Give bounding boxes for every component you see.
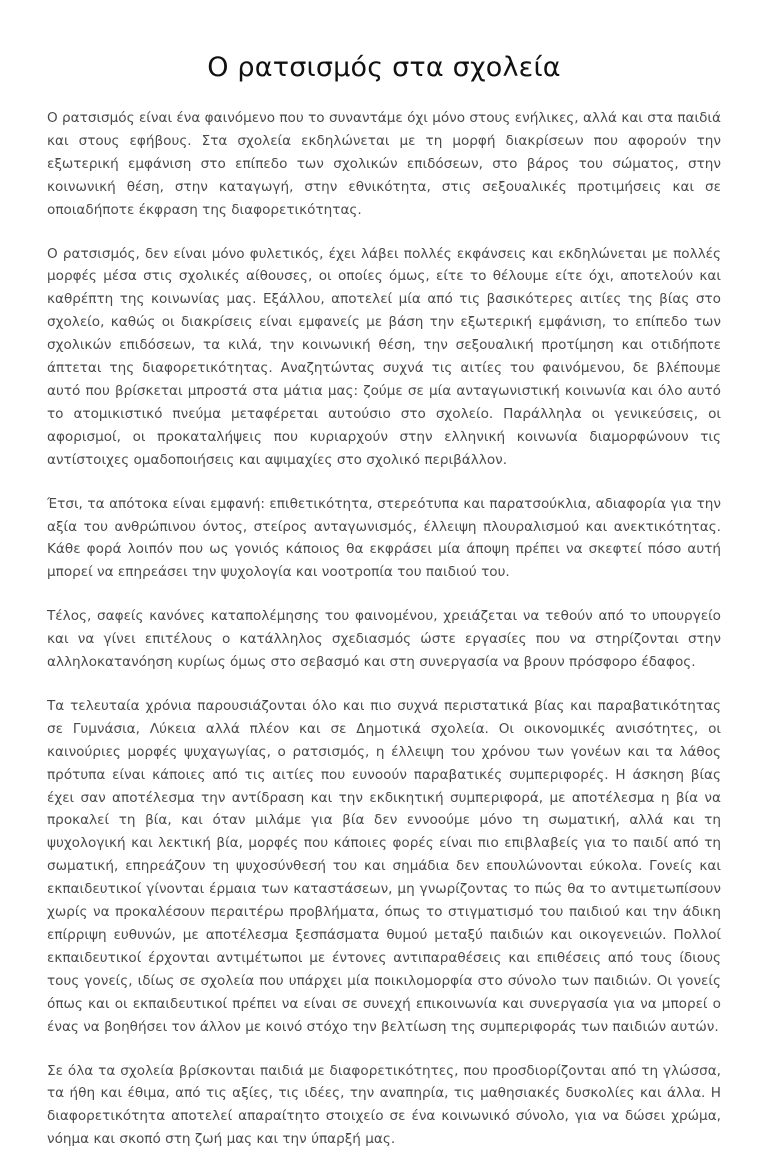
paragraph-3: Έτσι, τα απότοκα είναι εμφανή: επιθετικότητα, στερεότυπα και παρατσούκλια, αδιαφορία για την αξία του ανθρώπινου όντος, στείρος ανταγωνισμός, έλλειψη πλουραλισμού και ανεκτικότητας. Κάθε φορά λοιπόν που ως γονιός κάποιος θα εκφράσει μία άποψη πρέπει να σκεφτεί πόσο αυτή μπορεί να επηρεάσει την ψυχολογία και νοοτροπία του παιδιού του. bbox=[47, 495, 721, 581]
paragraph-5: Τα τελευταία χρόνια παρουσιάζονται όλο και πιο συχνά περιστατικά βίας και παραβατικότητας σε Γυμνάσια, Λύκεια αλλά πλέον και σε Δημοτικά σχολεία. Οι οικονομικές ανισότητες, οι καινούριες μορφές ψυχαγωγίας, ο ρατσισμός, η έλλειψη του χρόνου των γονέων και τα λάθος πρότυπα είναι κάποιες από τις αιτίες που ευνοούν παραβατικές συμπεριφορές. Η άσκηση βίας έχει σαν αποτέλεσμα την αντίδραση και την εκδικητική συμπεριφορά, με αποτέλεσμα η βία να προκαλεί τη βία, και όταν μιλάμε για βία δεν εννοούμε μόνο τη σωματική, αλλά και τη ψυχολογική και λεκτική βία, μορφές που κάποιες φορές είναι πιο επιβλαβείς για το παιδί από τη σωματική, επηρεάζουν τη ψυχοσύνθεσή του και σημάδια δεν επουλώνονται εύκολα. Γονείς και εκπαιδευτικοί γίνονται έρμαια των καταστάσεων, μη γνωρίζοντας το πώς θα το αντιμετωπίσουν χωρίς να προκαλέσουν περαιτέρω προβλήματα, όπως το στιγματισμό του παιδιού και την άδικη επίρριψη ευθυνών, με αποτέλεσμα ξεσπάσματα θυμού μεταξύ παιδιών και οικογενειών. Πολλοί εκπαιδευτικοί έρχονται αντιμέτωποι με έντονες αντιπαραθέσεις και επιθέσεις από τους ίδιους τους γονείς, ιδίως σε σχολεία που υπάρχει μία ποικιλομορφία στο σύνολο των παιδιών. Οι γονείς όπως και οι εκπαιδευτικοί πρέπει να είναι σε συνεχή επικοινωνία και συνεργασία για να μπορεί ο ένας να βοηθήσει τον άλλον με κοινό στόχο την βελτίωση της συμπεριφοράς των παιδιών αυτών. bbox=[47, 697, 721, 1035]
document-title: Ο ρατσισμός στα σχολεία bbox=[207, 52, 561, 83]
paragraph-1: Ο ρατσισμός είναι ένα φαινόμενο που το συναντάμε όχι μόνο στους ενήλικες, αλλά και στα παιδιά και στους εφήβους. Στα σχολεία εκδηλώνεται με τη μορφή διακρίσεων που αφορούν την εξωτερική εμφάνιση στο επίπεδο των σχολικών επιδόσεων, στο βάρος του σώματος, στην κοινωνική θέση, στην καταγωγή, στην εθνικότητα, στις σεξουαλικές προτιμήσεις και σε οποιαδήποτε έκφραση της διαφορετικότητας. bbox=[47, 110, 721, 218]
paragraph-2: Ο ρατσισμός, δεν είναι μόνο φυλετικός, έχει λάβει πολλές εκφάνσεις και εκδηλώνεται με πολλές μορφές μέσα στις σχολικές αίθουσες, οι οποίες όμως, είτε το θέλουμε είτε όχι, αποτελούν και καθρέπτη της κοινωνίας μας. Εξάλλου, αποτελεί μία από τις βασικότερες αιτίες της βίας στο σχολείο, καθώς οι διακρίσεις είναι εμφανείς με βάση την εξωτερική εμφάνιση, το επίπεδο των σχολικών επιδόσεων, τα κιλά, την κοινωνική θέση, την σεξουαλική προτίμηση και οτιδήποτε άπτεται της διαφορετικότητας. Αναζητώντας συχνά τις αιτίες του φαινόμενου, δε βλέπουμε αυτό που βρίσκεται μπροστά στα μάτια μας: ζούμε σε μία ανταγωνιστική κοινωνία και όλο αυτό το ατομικιστικό πνεύμα μεταφέρεται αυτούσιο στο σχολείο. Παράλληλα οι γενικεύσεις, οι αφορισμοί, οι προκαταλήψεις που κυριαρχούν στην ελληνική κοινωνία διαμορφώνουν τις αντίστοιχες ομαδοποιήσεις και αψιμαχίες στο σχολικό περιβάλλον. bbox=[47, 245, 721, 468]
paragraph-4: Τέλος, σαφείς κανόνες καταπολέμησης του φαινομένου, χρειάζεται να τεθούν από το υπουργείο και να γίνει επιτέλους ο κατάλληλος σχεδιασμός ώστε εργασίες που να στηρίζονται στην αλληλοκατανόηση κυρίως όμως στο σεβασμό και στη συνεργασία να βρουν πρόσφορο έδαφος. bbox=[47, 608, 721, 671]
paragraph-6: Σε όλα τα σχολεία βρίσκονται παιδιά με διαφορετικότητες, που προσδιορίζονται από τη γλώσσα, τα ήθη και έθιμα, από τις αξίες, τις ιδέες, την αναπηρία, τις μαθησιακές δυσκολίες και άλλα. Η διαφορετικότητα αποτελεί απαραίτητο στοιχείο σε ένα κοινωνικό σύνολο, για να δώσει χρώμα, νόημα και σκοπό στη ζωή μας και την ύπαρξή μας. bbox=[47, 1062, 721, 1148]
